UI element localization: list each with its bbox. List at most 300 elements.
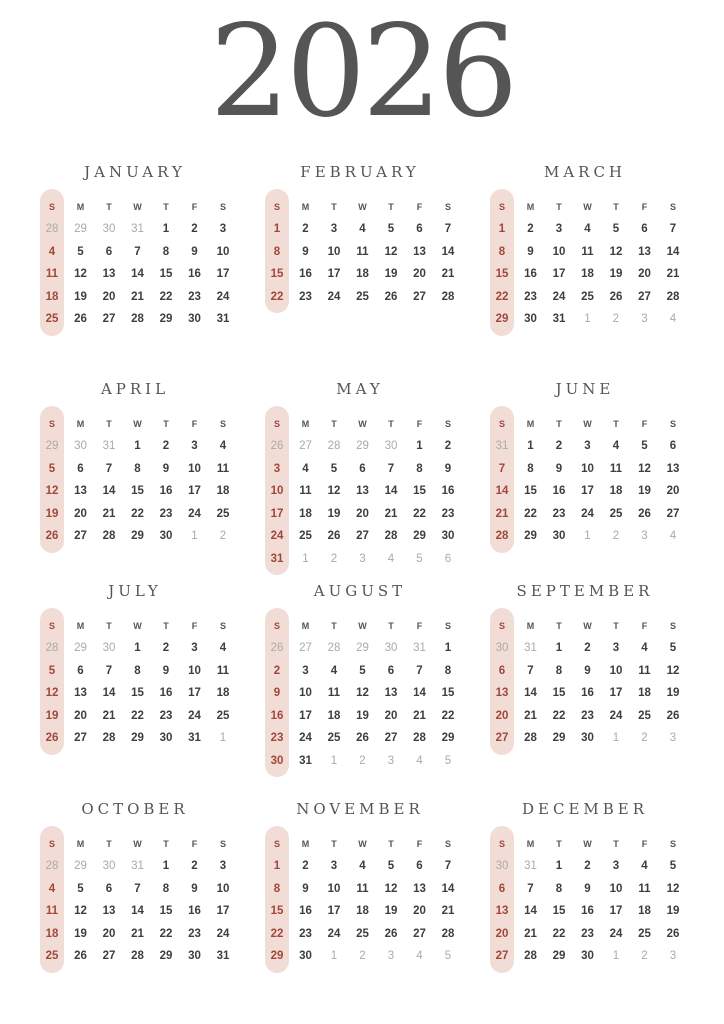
day-cell: 13: [413, 245, 426, 258]
day-cell: 21: [102, 507, 116, 520]
day-cell: 16: [159, 485, 173, 497]
day-cell: 22: [441, 709, 455, 722]
day-cell: 22: [552, 709, 566, 722]
day-cell: 31: [495, 440, 509, 452]
day-cell: 9: [191, 882, 198, 895]
day-cell: 5: [48, 462, 56, 475]
day-cell: 10: [581, 462, 594, 475]
day-cell: 7: [444, 860, 452, 872]
day-cell: 9: [527, 245, 534, 258]
day-cell: 4: [219, 440, 227, 452]
month-july: [40, 582, 230, 782]
day-cell: 29: [45, 440, 59, 452]
day-cell: 30: [270, 754, 284, 767]
day-cell: 12: [384, 245, 398, 258]
day-cell: 21: [131, 927, 144, 940]
weekday-header: M: [526, 621, 535, 631]
day-cell: 4: [416, 950, 423, 962]
day-cell: 20: [495, 709, 509, 722]
weekday-header: F: [641, 419, 648, 429]
day-cell: 30: [441, 530, 455, 542]
day-cell: 26: [638, 507, 651, 520]
day-cell: 6: [641, 223, 648, 235]
day-cell: 29: [131, 530, 144, 542]
day-cell: 11: [638, 882, 651, 895]
day-cell: 6: [669, 440, 677, 452]
day-cell: 24: [216, 927, 230, 940]
day-cell: 16: [299, 268, 312, 280]
day-cell: 28: [441, 290, 455, 303]
weekday-header: S: [219, 419, 226, 429]
day-cell: 12: [74, 268, 87, 280]
day-cell: 12: [609, 245, 623, 258]
day-cell: 8: [498, 245, 506, 258]
day-cell: 15: [413, 485, 426, 497]
month-name: JANUARY: [84, 163, 186, 181]
weekday-header: S: [669, 202, 676, 212]
day-cell: 27: [299, 642, 312, 654]
day-cell: 2: [330, 552, 338, 565]
day-cell: 21: [102, 709, 116, 722]
day-cell: 24: [270, 530, 284, 542]
weekday-header: T: [163, 621, 169, 631]
weekday-header: S: [498, 839, 505, 849]
day-cell: 14: [441, 882, 455, 895]
day-cell: 9: [302, 245, 309, 258]
weekday-header: F: [641, 839, 648, 849]
day-cell: 27: [495, 950, 509, 962]
day-cell: 11: [45, 905, 59, 917]
month-name: NOVEMBER: [296, 800, 424, 818]
day-cell: 1: [527, 440, 534, 452]
weekday-header: M: [76, 419, 85, 429]
day-cell: 16: [299, 905, 312, 917]
day-cell: 8: [444, 664, 452, 677]
day-cell: 30: [74, 440, 87, 452]
day-cell: 16: [524, 268, 537, 280]
day-cell: 4: [219, 642, 227, 654]
day-cell: 27: [74, 530, 87, 542]
day-cell: 10: [299, 687, 312, 699]
day-cell: 23: [299, 927, 312, 940]
day-cell: 3: [641, 313, 648, 325]
weekday-header: W: [358, 202, 367, 212]
day-cell: 2: [641, 732, 648, 744]
day-cell: 24: [327, 290, 341, 303]
day-cell: 7: [105, 462, 113, 475]
day-cell: 25: [216, 507, 230, 520]
day-cell: 27: [413, 290, 426, 303]
day-cell: 19: [74, 927, 87, 940]
day-cell: 30: [384, 642, 398, 654]
day-cell: 2: [584, 860, 591, 872]
day-cell: 1: [498, 223, 506, 235]
day-cell: 21: [441, 268, 455, 280]
weekday-header: M: [76, 839, 85, 849]
day-cell: 18: [216, 485, 230, 497]
day-cell: 29: [159, 313, 173, 325]
day-cell: 28: [384, 530, 398, 542]
day-cell: 30: [524, 313, 537, 325]
weekday-header: W: [358, 419, 367, 429]
weekday-header: S: [273, 839, 280, 849]
day-cell: 19: [45, 709, 59, 722]
day-cell: 30: [581, 732, 594, 744]
day-cell: 3: [273, 462, 281, 475]
day-cell: 1: [302, 552, 309, 565]
day-cell: 2: [273, 664, 281, 677]
month-november: [265, 800, 455, 1000]
day-cell: 20: [384, 709, 398, 722]
weekday-header: F: [641, 202, 648, 212]
day-cell: 24: [552, 290, 566, 303]
weekday-header: T: [106, 839, 112, 849]
day-cell: 16: [581, 687, 594, 699]
month-name: JUNE: [555, 380, 615, 398]
day-cell: 22: [495, 290, 509, 303]
weekday-header: T: [556, 621, 562, 631]
day-cell: 14: [524, 905, 537, 917]
day-cell: 25: [327, 732, 341, 744]
day-cell: 2: [444, 440, 452, 452]
day-cell: 17: [552, 268, 566, 280]
day-cell: 3: [612, 860, 620, 872]
day-cell: 12: [74, 905, 87, 917]
day-cell: 13: [74, 687, 87, 699]
day-cell: 26: [356, 732, 369, 744]
day-cell: 2: [219, 530, 227, 542]
day-cell: 26: [609, 290, 623, 303]
day-cell: 6: [416, 223, 423, 235]
day-cell: 21: [495, 507, 509, 520]
weekday-header: M: [526, 202, 535, 212]
day-cell: 20: [74, 709, 87, 722]
day-cell: 24: [609, 709, 623, 722]
weekday-header: S: [498, 419, 505, 429]
day-cell: 27: [384, 732, 398, 744]
day-cell: 6: [77, 664, 84, 677]
day-cell: 25: [356, 927, 369, 940]
day-cell: 8: [134, 462, 141, 475]
day-cell: 23: [581, 709, 594, 722]
weekday-header: T: [613, 839, 619, 849]
day-cell: 15: [552, 905, 566, 917]
day-cell: 1: [134, 440, 141, 452]
day-cell: 31: [188, 732, 201, 744]
day-cell: 1: [612, 950, 620, 962]
day-cell: 18: [356, 905, 369, 917]
day-cell: 24: [327, 927, 341, 940]
weekday-header: T: [556, 839, 562, 849]
day-cell: 3: [641, 530, 648, 542]
day-cell: 4: [330, 664, 338, 677]
day-cell: 30: [552, 530, 566, 542]
weekday-header: T: [388, 202, 394, 212]
day-cell: 2: [584, 642, 591, 654]
weekday-header: T: [388, 621, 394, 631]
day-cell: 28: [45, 860, 59, 872]
day-cell: 7: [669, 223, 677, 235]
day-cell: 25: [299, 530, 312, 542]
day-cell: 28: [524, 732, 537, 744]
day-cell: 28: [102, 732, 116, 744]
weekday-header: S: [219, 621, 226, 631]
weekday-header: M: [76, 621, 85, 631]
day-cell: 2: [612, 313, 620, 325]
weekday-header: M: [301, 839, 310, 849]
day-cell: 21: [666, 268, 680, 280]
day-cell: 19: [666, 905, 680, 917]
weekday-header: W: [133, 839, 142, 849]
day-cell: 13: [638, 245, 651, 258]
weekday-header: W: [583, 419, 592, 429]
day-cell: 29: [270, 950, 284, 962]
day-cell: 28: [413, 732, 426, 744]
day-cell: 3: [302, 664, 309, 677]
weekday-header: S: [48, 202, 55, 212]
day-cell: 2: [555, 440, 563, 452]
weekday-header: T: [331, 839, 337, 849]
day-cell: 30: [159, 530, 173, 542]
day-cell: 21: [524, 709, 537, 722]
day-cell: 12: [45, 687, 59, 699]
weekday-header: W: [583, 621, 592, 631]
day-cell: 18: [327, 709, 341, 722]
day-cell: 26: [45, 732, 59, 744]
day-cell: 26: [327, 530, 341, 542]
day-cell: 30: [102, 642, 116, 654]
day-cell: 6: [359, 462, 366, 475]
day-cell: 30: [159, 732, 173, 744]
day-cell: 17: [609, 905, 623, 917]
day-cell: 15: [131, 687, 144, 699]
day-cell: 27: [666, 507, 680, 520]
day-cell: 29: [552, 950, 566, 962]
day-cell: 10: [327, 882, 341, 895]
day-cell: 19: [638, 485, 651, 497]
weekday-header: S: [48, 839, 55, 849]
day-cell: 26: [270, 642, 284, 654]
day-cell: 19: [609, 268, 623, 280]
day-cell: 11: [356, 245, 369, 258]
day-cell: 22: [131, 709, 144, 722]
day-cell: 16: [270, 709, 284, 722]
day-cell: 11: [327, 687, 341, 699]
day-cell: 19: [327, 507, 341, 520]
weekday-header: S: [444, 839, 451, 849]
day-cell: 27: [102, 313, 116, 325]
weekday-header: M: [526, 839, 535, 849]
day-cell: 31: [216, 950, 230, 962]
day-cell: 15: [441, 687, 455, 699]
day-cell: 28: [441, 927, 455, 940]
month-march: [490, 163, 680, 363]
day-cell: 15: [270, 268, 284, 280]
day-cell: 23: [524, 290, 537, 303]
day-cell: 19: [666, 687, 680, 699]
day-cell: 27: [638, 290, 651, 303]
day-cell: 1: [191, 530, 198, 542]
weekday-header: T: [331, 202, 337, 212]
day-cell: 7: [387, 462, 395, 475]
day-cell: 10: [216, 882, 230, 895]
day-cell: 10: [552, 245, 566, 258]
day-cell: 1: [584, 313, 591, 325]
day-cell: 30: [102, 860, 116, 872]
day-cell: 11: [299, 485, 312, 497]
day-cell: 23: [299, 290, 312, 303]
day-cell: 11: [356, 882, 369, 895]
day-cell: 5: [444, 950, 452, 962]
day-cell: 26: [45, 530, 59, 542]
day-cell: 13: [74, 485, 87, 497]
day-cell: 1: [584, 530, 591, 542]
day-cell: 5: [641, 440, 648, 452]
day-cell: 3: [584, 440, 591, 452]
day-cell: 8: [162, 245, 170, 258]
day-cell: 18: [638, 905, 651, 917]
weekday-header: M: [526, 419, 535, 429]
day-cell: 4: [584, 223, 591, 235]
day-cell: 20: [102, 290, 116, 303]
day-cell: 20: [495, 927, 509, 940]
weekday-header: S: [48, 621, 55, 631]
day-cell: 1: [134, 642, 141, 654]
day-cell: 15: [159, 268, 173, 280]
day-cell: 12: [666, 664, 680, 677]
day-cell: 19: [45, 507, 59, 520]
month-may: [265, 380, 455, 580]
day-cell: 20: [356, 507, 369, 520]
weekday-header: S: [669, 419, 676, 429]
day-cell: 22: [524, 507, 537, 520]
day-cell: 26: [74, 313, 87, 325]
day-cell: 9: [444, 462, 452, 475]
weekday-header: F: [416, 202, 423, 212]
day-cell: 24: [299, 732, 312, 744]
day-cell: 5: [669, 642, 677, 654]
day-cell: 25: [216, 709, 230, 722]
day-cell: 23: [270, 732, 284, 744]
day-cell: 23: [441, 507, 455, 520]
day-cell: 5: [416, 552, 423, 565]
day-cell: 7: [498, 462, 506, 475]
day-cell: 13: [666, 462, 680, 475]
day-cell: 27: [356, 530, 369, 542]
day-cell: 10: [609, 664, 623, 677]
day-cell: 5: [77, 245, 84, 258]
day-cell: 6: [444, 552, 452, 565]
weekday-header: S: [669, 621, 676, 631]
month-april: [40, 380, 230, 580]
day-cell: 2: [191, 860, 198, 872]
day-cell: 2: [641, 950, 648, 962]
day-cell: 29: [356, 440, 369, 452]
month-name: APRIL: [100, 380, 170, 398]
day-cell: 6: [105, 245, 113, 258]
day-cell: 5: [359, 664, 366, 677]
weekday-header: T: [388, 419, 394, 429]
day-cell: 1: [273, 223, 281, 235]
weekday-header: S: [498, 202, 505, 212]
day-cell: 3: [555, 223, 563, 235]
day-cell: 5: [330, 462, 338, 475]
day-cell: 6: [77, 462, 84, 475]
day-cell: 30: [581, 950, 594, 962]
weekday-header: F: [191, 419, 198, 429]
month-name: OCTOBER: [81, 800, 189, 818]
day-cell: 26: [74, 950, 87, 962]
day-cell: 29: [74, 223, 87, 235]
day-cell: 10: [188, 462, 201, 475]
day-cell: 26: [384, 290, 398, 303]
day-cell: 28: [102, 530, 116, 542]
day-cell: 16: [188, 268, 201, 280]
day-cell: 20: [74, 507, 87, 520]
day-cell: 3: [219, 223, 227, 235]
day-cell: 9: [584, 882, 591, 895]
day-cell: 29: [74, 642, 87, 654]
day-cell: 18: [356, 268, 369, 280]
day-cell: 20: [638, 268, 651, 280]
day-cell: 13: [384, 687, 398, 699]
weekday-header: F: [416, 419, 423, 429]
day-cell: 8: [273, 882, 281, 895]
day-cell: 28: [131, 950, 144, 962]
day-cell: 3: [669, 732, 677, 744]
day-cell: 27: [74, 732, 87, 744]
day-cell: 21: [131, 290, 144, 303]
day-cell: 27: [413, 927, 426, 940]
day-cell: 8: [134, 664, 141, 677]
day-cell: 25: [356, 290, 369, 303]
day-cell: 14: [413, 687, 426, 699]
day-cell: 13: [413, 882, 426, 895]
day-cell: 5: [444, 754, 452, 767]
day-cell: 17: [188, 687, 201, 699]
weekday-header: W: [133, 202, 142, 212]
day-cell: 31: [524, 860, 537, 872]
day-cell: 23: [159, 709, 173, 722]
day-cell: 1: [612, 732, 620, 744]
day-cell: 18: [45, 927, 59, 940]
day-cell: 17: [581, 485, 594, 497]
weekday-header: T: [556, 419, 562, 429]
month-october: [40, 800, 230, 1000]
day-cell: 6: [498, 664, 506, 677]
day-cell: 16: [441, 485, 455, 497]
day-cell: 5: [669, 860, 677, 872]
month-name: MARCH: [543, 163, 627, 181]
day-cell: 8: [555, 664, 563, 677]
day-cell: 3: [387, 754, 395, 767]
day-cell: 10: [270, 485, 284, 497]
day-cell: 12: [384, 882, 398, 895]
day-cell: 8: [416, 462, 423, 475]
weekday-header: W: [358, 621, 367, 631]
month-february: [265, 163, 455, 363]
day-cell: 9: [273, 687, 281, 699]
day-cell: 31: [413, 642, 426, 654]
day-cell: 4: [48, 882, 56, 895]
day-cell: 31: [216, 313, 230, 325]
day-cell: 28: [327, 642, 341, 654]
weekday-header: F: [416, 839, 423, 849]
weekday-header: T: [613, 419, 619, 429]
weekday-header: T: [106, 202, 112, 212]
day-cell: 25: [45, 950, 59, 962]
weekday-header: T: [163, 202, 169, 212]
